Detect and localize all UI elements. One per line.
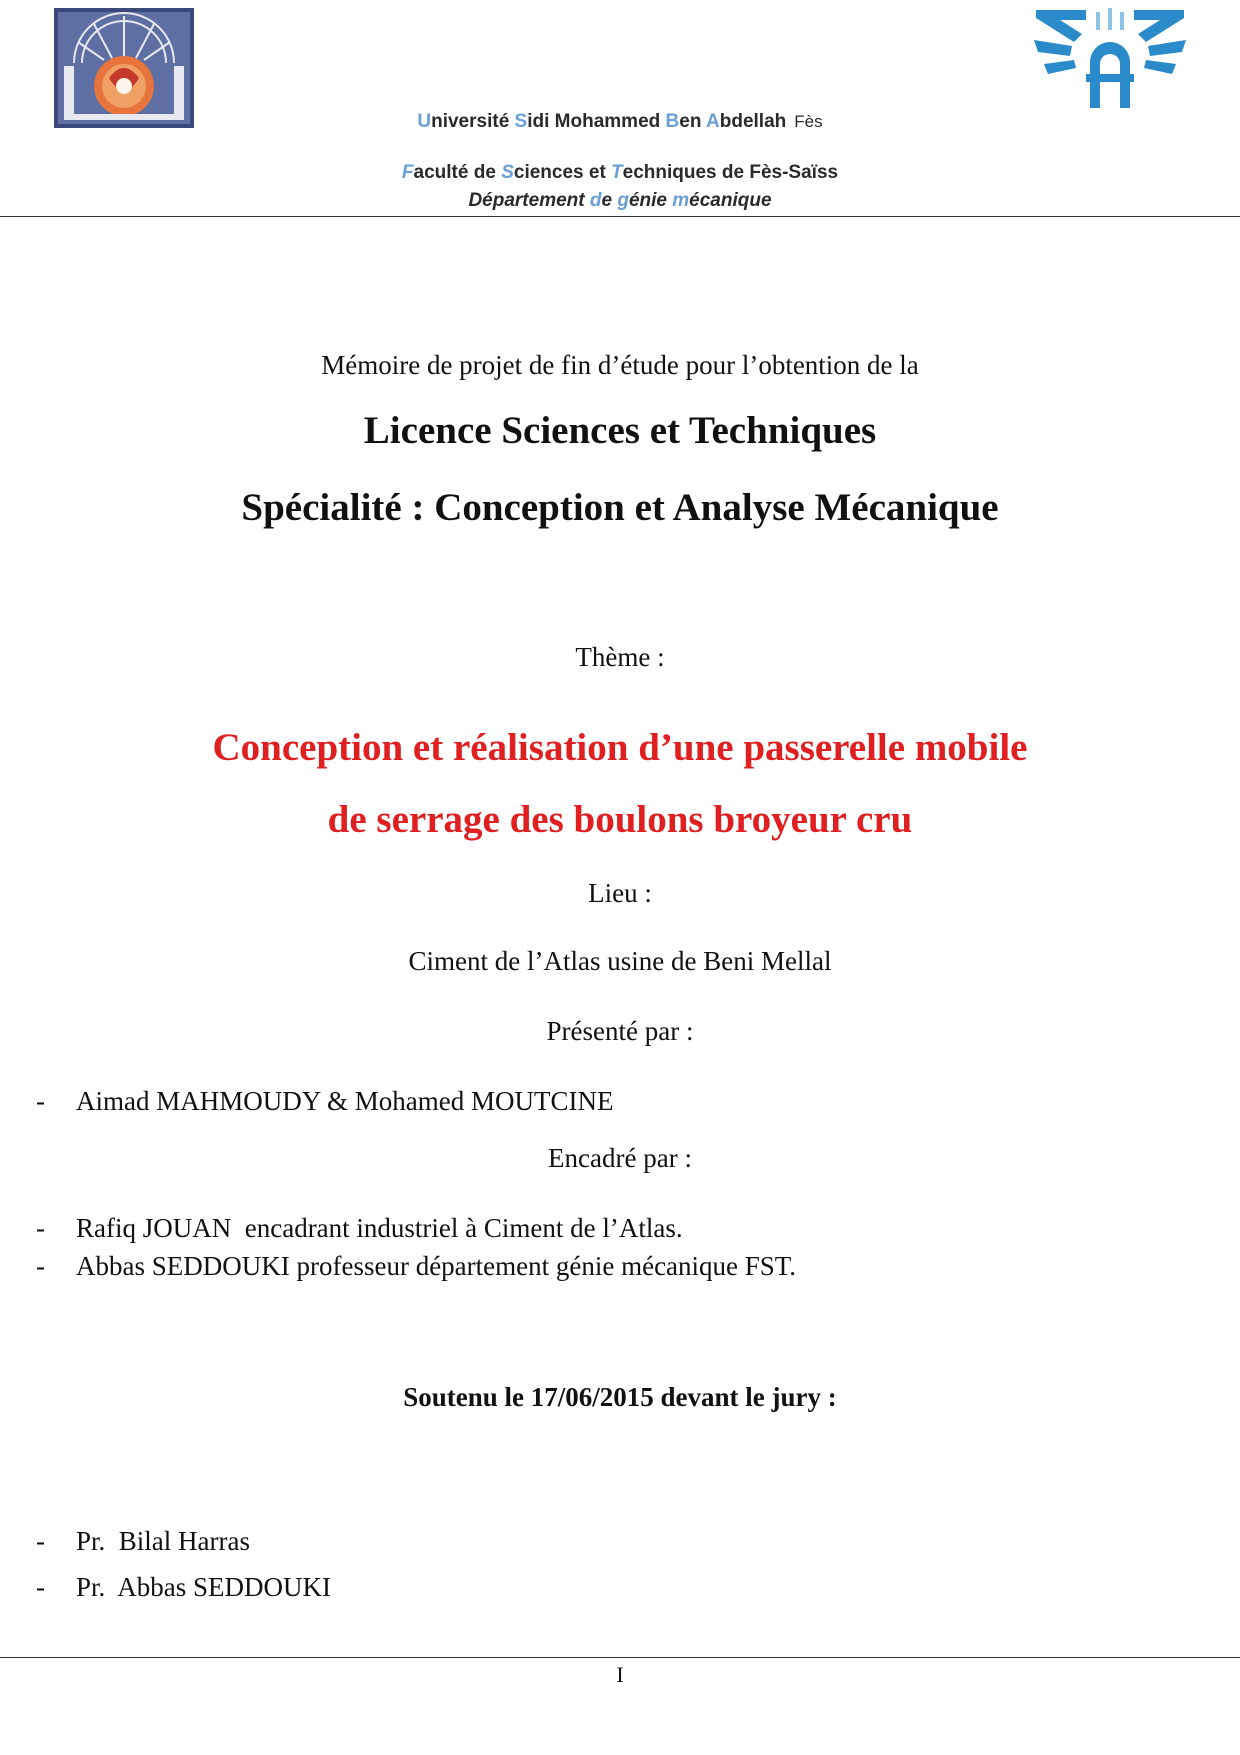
specialty-title: Spécialité : Conception et Analyse Mécanique bbox=[241, 486, 999, 529]
header-divider bbox=[0, 216, 1240, 217]
colored-initial: B bbox=[665, 111, 680, 132]
university-emblem-icon bbox=[54, 8, 194, 128]
list-marker: - bbox=[36, 1526, 45, 1556]
supervisor-2: Abbas SEDDOUKI professeur département génie mécanique FST. bbox=[76, 1251, 797, 1281]
presented-by-label: Présenté par : bbox=[546, 1016, 694, 1046]
department-name bbox=[0, 190, 1240, 212]
header-text: ciences et bbox=[513, 162, 612, 183]
supervised-by-label: Encadré par : bbox=[548, 1143, 692, 1173]
colored-initial: g bbox=[617, 190, 629, 211]
colored-initial: T bbox=[611, 162, 623, 183]
location-label: Lieu : bbox=[588, 878, 652, 908]
colored-initial: d bbox=[589, 190, 602, 211]
header-text: en bbox=[679, 111, 707, 132]
theme-title-line-1: Conception et réalisation d’une passerelle mobile bbox=[212, 726, 1028, 769]
faculty-logo-icon bbox=[1030, 4, 1190, 116]
list-marker: - bbox=[36, 1251, 45, 1281]
author-list-item bbox=[36, 1086, 613, 1117]
university-name bbox=[0, 111, 1240, 133]
colored-initial: m bbox=[672, 190, 690, 211]
authors: Aimad MAHMOUDY & Mohamed MOUTCINE bbox=[76, 1086, 614, 1116]
university-name-text bbox=[417, 111, 786, 132]
header-text: niversité bbox=[431, 111, 515, 132]
jury-member-1: Pr. Bilal Harras bbox=[76, 1526, 250, 1556]
theme-title-line-2: de serrage des boulons broyeur cru bbox=[327, 798, 913, 841]
theme-title bbox=[0, 712, 1240, 856]
jury-list-item bbox=[36, 1572, 331, 1603]
header-text: bdellah bbox=[719, 111, 787, 132]
colored-initial: F bbox=[401, 162, 414, 183]
header-text: Département bbox=[468, 190, 590, 211]
theme-label: Thème : bbox=[575, 642, 665, 672]
header-text: echniques de Fès-Saïss bbox=[622, 162, 839, 183]
supervisor-1: Rafiq JOUAN encadrant industriel à Ciment de l’Atlas. bbox=[76, 1213, 683, 1243]
jury-member-2: Pr. Abbas SEDDOUKI bbox=[76, 1572, 332, 1602]
defense-statement: Soutenu le 17/06/2015 devant le jury : bbox=[403, 1382, 837, 1412]
header-text: e bbox=[601, 190, 618, 211]
page-number: I bbox=[616, 1662, 624, 1687]
thesis-intro: Mémoire de projet de fin d’étude pour l’obtention de la bbox=[321, 350, 919, 380]
location-value: Ciment de l’Atlas usine de Beni Mellal bbox=[408, 946, 832, 976]
jury-list-item bbox=[36, 1526, 250, 1557]
colored-initial: S bbox=[514, 111, 528, 132]
colored-initial: S bbox=[501, 162, 514, 183]
list-marker: - bbox=[36, 1213, 45, 1243]
list-marker: - bbox=[36, 1086, 45, 1116]
header-text: idi Mohammed bbox=[527, 111, 666, 132]
list-marker: - bbox=[36, 1572, 45, 1602]
university-city: Fès bbox=[794, 112, 823, 131]
degree-title: Licence Sciences et Techniques bbox=[363, 409, 877, 452]
header-text: écanique bbox=[689, 190, 772, 211]
header-text: énie bbox=[628, 190, 673, 211]
supervisor-list-item bbox=[36, 1213, 683, 1244]
header-text: aculté de bbox=[413, 162, 502, 183]
supervisor-list-item bbox=[36, 1251, 796, 1282]
faculty-name bbox=[0, 162, 1240, 184]
colored-initial: A bbox=[706, 111, 720, 132]
footer-divider bbox=[0, 1657, 1240, 1658]
colored-initial: U bbox=[417, 111, 432, 132]
